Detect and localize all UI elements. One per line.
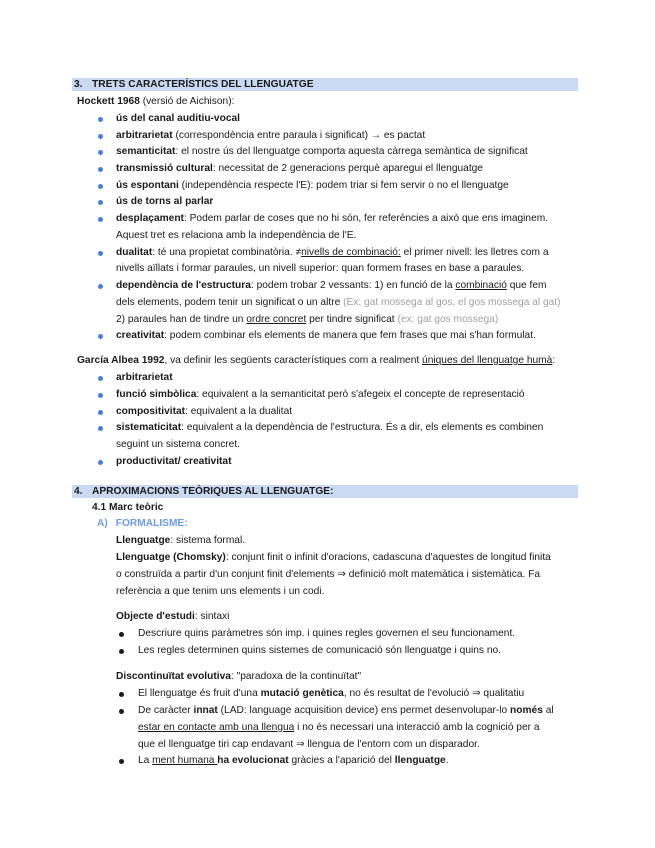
list-item: dependència de l'estructura: podem trobar 2 vessants: 1) en funció de la combinació que fem <box>116 280 547 291</box>
bullet <box>119 759 124 764</box>
paragraph: Objecte d'estudi: sintaxi <box>116 611 230 622</box>
list-item: La ment humana ha evolucionat gràcies a l'aparició del llenguatge. <box>138 755 449 766</box>
list-item: ús del canal auditiu-vocal <box>116 113 240 124</box>
section-3-number: 3. <box>74 79 83 90</box>
bullet <box>98 134 103 139</box>
section-4-title: APROXIMACIONS TEÒRIQUES AL LLENGUATGE: <box>92 486 334 497</box>
list-item-continuation: que el llenguatge tiri cap endavant ⇒ llengua de l'entorn com un disparador. <box>138 739 480 750</box>
paragraph-line: referència a que tenim uns elements i un codi. <box>116 586 325 597</box>
list-item: ús espontani (independència respecte l'E): podem triar si fem servir o no el llenguatge <box>116 180 509 191</box>
list-item: arbitrarietat (correspondència entre paraula i significat) → es pactat <box>116 130 426 141</box>
list-item: arbitrarietat <box>116 372 173 383</box>
bullet <box>98 410 103 415</box>
list-item-continuation: dels elements, podem tenir un significat o un altre (Ex: gat mossega al gos, el gos mossega al gat) <box>116 297 561 308</box>
bullet <box>119 649 124 654</box>
list-item: semanticitat: el nostre ús del llenguatge comporta aquesta càrrega semàntica de significat <box>116 146 528 157</box>
paragraph: Llenguatge: sistema formal. <box>116 535 246 546</box>
bullet <box>98 460 103 465</box>
section-3-header <box>72 78 578 91</box>
list-item: El llenguatge és fruit d'una mutació genètica, no és resultat de l'evolució ⇒ qualitatiu <box>138 688 525 699</box>
formalism-heading <box>97 518 188 529</box>
bullet <box>98 393 103 398</box>
bullet <box>98 167 103 172</box>
bullet <box>98 217 103 222</box>
paragraph-line: o construïda a partir d'un conjunt finit d'elements ⇒ definició molt matemàtica i sistemàtica. Fa <box>116 569 541 580</box>
formalism-title: FORMALISME: <box>115 518 188 529</box>
list-item: funció simbòlica: equivalent a la semanticitat però s'afegeix el concepte de representació <box>116 389 525 400</box>
hockett-rest: (versió de Aichison): <box>139 96 235 107</box>
bullet <box>98 334 103 339</box>
list-item: desplaçament: Podem parlar de coses que no hi són, fer referències a això que ens imaginem. <box>116 213 549 224</box>
paragraph: Discontinuïtat evolutiva: "paradoxa de la continuïtat" <box>116 671 362 682</box>
bullet <box>98 284 103 289</box>
garcia-intro: García Albea 1992, va definir les següents característiques com a realment úniques del llenguatge humà: <box>77 355 556 366</box>
list-item-continuation: estar en contacte amb una llengua i no és necessari una interacció amb la cognició per a <box>138 722 540 733</box>
hockett-name: Hockett 1968 <box>77 96 140 107</box>
list-item: creativitat: podem combinar els elements de manera que fem frases que mai s'han formulat. <box>116 330 536 341</box>
section-4-number: 4. <box>74 486 83 497</box>
list-item: transmissió cultural: necessitat de 2 generacions perquè aparegui el llenguatge <box>116 163 483 174</box>
bullet <box>98 150 103 155</box>
hockett-intro <box>77 96 234 107</box>
bullet <box>98 376 103 381</box>
list-item: ús de torns al parlar <box>116 196 214 207</box>
list-item-continuation: 2) paraules han de tindre un ordre concret per tindre significat (ex: gat gos mossega) <box>116 314 499 325</box>
bullet <box>98 117 103 122</box>
paragraph: Llenguatge (Chomsky): conjunt finit o infinit d'oracions, cadascuna d'aquestes de longitud finita <box>116 552 551 563</box>
list-item-continuation: nivells aïllats i formar paraules, un nivell superior: quan formem frases en base a paraules. <box>116 263 525 274</box>
list-item: productivitat/ creativitat <box>116 456 232 467</box>
bullet <box>98 251 103 256</box>
bullet <box>119 709 124 714</box>
list-item: compositivitat: equivalent a la dualitat <box>116 406 293 417</box>
section-4-header <box>72 485 578 498</box>
subsection-title: 4.1 Marc teòric <box>92 502 164 513</box>
list-item-continuation: seguint un sistema concret. <box>116 439 241 450</box>
list-item: De caràcter innat (LAD: language acquisition device) ens permet desenvolupar-lo només al <box>138 705 554 716</box>
list-item: Les regles determinen quins sistemes de comunicació són llenguatge i quins no. <box>138 645 501 656</box>
list-item: sistematicitat: equivalent a la dependència de l'estructura. És a dir, els elements es combinen <box>116 422 544 433</box>
bullet <box>119 692 124 697</box>
bullet <box>98 184 103 189</box>
formalism-letter: A) <box>97 518 108 529</box>
bullet <box>98 200 103 205</box>
list-item: Descriure quins paràmetres són imp. i quines regles governen el seu funcionament. <box>138 628 516 639</box>
list-item: dualitat: té una propietat combinatòria. ≠nivells de combinació: el primer nivell: les lletres com a <box>116 247 549 258</box>
bullet <box>98 426 103 431</box>
bullet <box>119 632 124 637</box>
section-3-title: TRETS CARACTERÍSTICS DEL LLENGUATGE <box>92 79 314 90</box>
list-item-continuation: Aquest tret es relaciona amb la independència de l'E. <box>116 230 357 241</box>
